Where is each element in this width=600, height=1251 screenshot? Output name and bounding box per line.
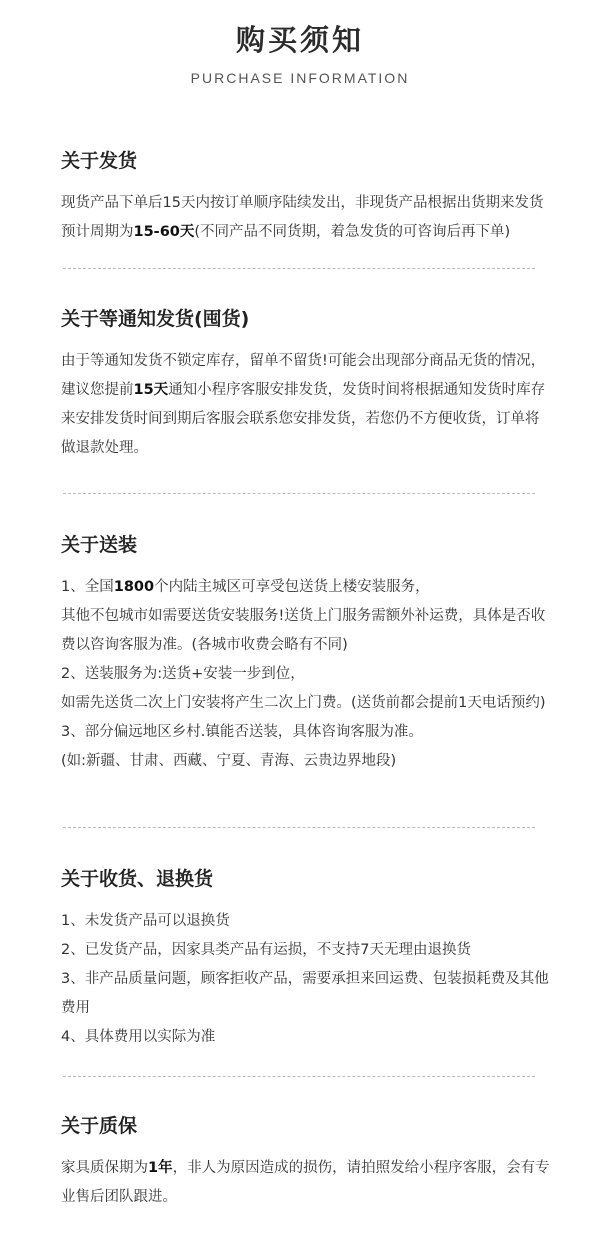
body-text: 2、送装服务为:送货+安装一步到位， (61, 666, 305, 682)
body-text: 通知小程序客服安排发货，发货时间将根据通知发货时库存来安排发货时间到期后客服会联系您安排发货，若您仍不方便收货，订单将做退款处理。 (61, 382, 546, 456)
body-paragraph (61, 907, 551, 936)
section-title: 关于质保 (61, 1115, 138, 1137)
section-body (61, 347, 551, 463)
body-text: (如:新疆、甘肃、西藏、宁夏、青海、云贵边界地段) (61, 753, 397, 769)
body-text: (不同产品不同货期，着急发货的可咨询后再下单) (194, 224, 511, 240)
body-text: 个内陆主城区可享受包送货上楼安装服务， (154, 579, 430, 595)
section-body (61, 1154, 551, 1212)
emphasis-text: 1800 (113, 579, 155, 595)
page-subtitle: PURCHASE INFORMATION (190, 70, 410, 86)
emphasis-text: 15-60天 (133, 224, 195, 240)
body-paragraph (61, 602, 551, 660)
body-text: 如需先送货二次上门安装将产生二次上门费。(送货前都会提前1天电话预约) (61, 695, 546, 711)
body-paragraph (61, 660, 551, 689)
emphasis-text: 1年 (148, 1160, 173, 1176)
section-title: 关于等通知发货(囤货) (61, 308, 250, 330)
section-shipping (61, 148, 551, 247)
section-returns (61, 866, 551, 1052)
body-text: 3、非产品质量问题，顾客拒收产品，需要承担来回运费、包装损耗费及其他费用 (61, 971, 549, 1016)
body-text: ，非人为原因造成的损伤，请拍照发给小程序客服，会有专业售后团队跟进。 (61, 1160, 550, 1205)
section-body (61, 907, 551, 1052)
section-divider (63, 268, 535, 269)
body-text: 由于等通知发货不锁定库存，留单不留货!可能会出现部分商品无货的情况，建议您提前 (61, 353, 546, 398)
body-text: 3、部分偏远地区乡村.镇能否送装，具体咨询客服为准。 (61, 724, 423, 740)
body-paragraph (61, 1154, 551, 1212)
body-paragraph (61, 936, 551, 965)
body-paragraph (61, 718, 551, 747)
section-body (61, 189, 551, 247)
body-text: 2、已发货产品，因家具类产品有运损，不支持7天无理由退换货 (61, 942, 471, 958)
body-text: 4、具体费用以实际为准 (61, 1029, 216, 1045)
section-divider (63, 493, 535, 494)
emphasis-text: 15天 (133, 382, 169, 398)
page-header (0, 0, 600, 86)
section-delivery-install (61, 532, 551, 776)
section-body (61, 573, 551, 776)
page-title: 购买须知 (235, 23, 364, 57)
section-title: 关于发货 (61, 150, 138, 172)
body-paragraph (61, 689, 551, 718)
body-text: 1、全国 (61, 579, 114, 595)
section-warranty (61, 1113, 551, 1212)
section-title: 关于收货、退换货 (61, 868, 214, 890)
body-paragraph (61, 573, 551, 602)
body-text: 家具质保期为 (61, 1160, 148, 1176)
body-paragraph (61, 347, 551, 463)
body-paragraph (61, 189, 551, 247)
section-divider (63, 827, 535, 828)
body-paragraph (61, 1023, 551, 1052)
section-title: 关于送装 (61, 534, 138, 556)
body-paragraph (61, 747, 551, 776)
body-paragraph (61, 965, 551, 1023)
section-notify-shipping (61, 306, 551, 463)
body-text: 1、未发货产品可以退换货 (61, 913, 230, 929)
body-text: 其他不包城市如需要送货安装服务!送货上门服务需额外补运费，具体是否收费以咨询客服为准。(各城市收费会略有不同) (61, 608, 546, 653)
section-divider (63, 1076, 535, 1077)
body-text: 现货产品下单后15天内按订单顺序陆续发出，非现货产品根据出货期来发货预计周期为 (61, 195, 544, 240)
